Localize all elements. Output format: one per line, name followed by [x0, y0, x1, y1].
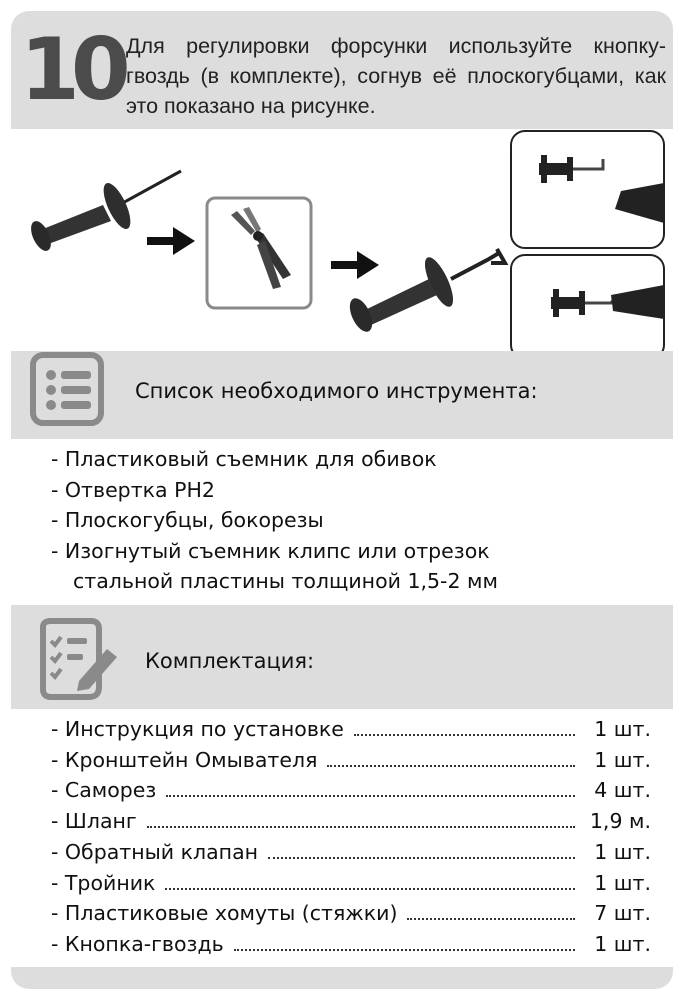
kit-list [51, 714, 651, 960]
kit-item-qty: 1 шт. [594, 839, 651, 864]
kit-item-qty: 1 шт. [594, 931, 651, 956]
dot-leader [166, 795, 575, 797]
kit-item [51, 714, 651, 745]
dot-leader [147, 826, 575, 828]
kit-item-qty: 1,9 м. [589, 809, 651, 834]
kit-item [51, 898, 651, 929]
kit-item [51, 929, 651, 960]
kit-item-name: - Саморез [51, 778, 157, 803]
list-item-continuation: стальной пластины толщиной 1,5-2 мм [73, 569, 498, 593]
tools-title: Список необходимого инструмента: [135, 379, 538, 403]
dot-leader [327, 765, 575, 767]
dot-leader [234, 949, 575, 951]
kit-item-qty: 1 шт. [594, 747, 651, 772]
list-icon [29, 351, 105, 427]
kit-item-name: - Кнопка-гвоздь [51, 931, 224, 956]
photo-bent-pin-bottom [511, 255, 664, 351]
arrow-right-icon [331, 251, 379, 279]
instruction-card [11, 11, 673, 989]
kit-item-qty: 1 шт. [594, 717, 651, 741]
kit-item-name: - Пластиковые хомуты (стяжки) [51, 901, 398, 926]
kit-title: Комплектация: [145, 649, 315, 673]
arrow-right-icon [147, 227, 195, 255]
dot-leader [165, 888, 575, 890]
kit-item-name: - Шланг [51, 809, 137, 834]
pliers-icon [207, 198, 311, 308]
step-description: Для регулировки форсунки используйте кнопку-гвоздь (в комплекте), согнув её плоскогубцами, как это показано на рисунке. [126, 34, 666, 118]
dot-leader [407, 918, 575, 920]
kit-item-name: - Кронштейн Омывателя [51, 747, 318, 772]
kit-item-name: - Тройник [51, 870, 156, 895]
kit-item [51, 745, 651, 776]
tools-list [51, 444, 651, 597]
photo-bent-pin-top [511, 131, 664, 248]
kit-item [51, 806, 651, 837]
kit-item-qty: 1 шт. [594, 870, 651, 895]
kit-item-qty: 7 шт. [594, 901, 651, 926]
kit-item-name: - Обратный клапан [51, 839, 259, 864]
checklist-pencil-icon [35, 617, 121, 703]
dot-leader [354, 734, 575, 736]
list-item: - Отвертка PH2 [51, 477, 215, 502]
kit-item [51, 775, 651, 806]
kit-item [51, 868, 651, 899]
list-item: - Изогнутый съемник клипс или отрезок [51, 538, 490, 563]
kit-item [51, 837, 651, 868]
kit-item-qty: 4 шт. [594, 778, 651, 803]
list-item: - Плоскогубцы, бокорезы [51, 508, 324, 532]
dot-leader [268, 857, 575, 859]
list-item: - Пластиковый съемник для обивок [51, 447, 437, 471]
step-number: 10 [20, 20, 122, 120]
illustration [11, 129, 673, 351]
kit-item-name: - Инструкция по установке [51, 717, 344, 741]
